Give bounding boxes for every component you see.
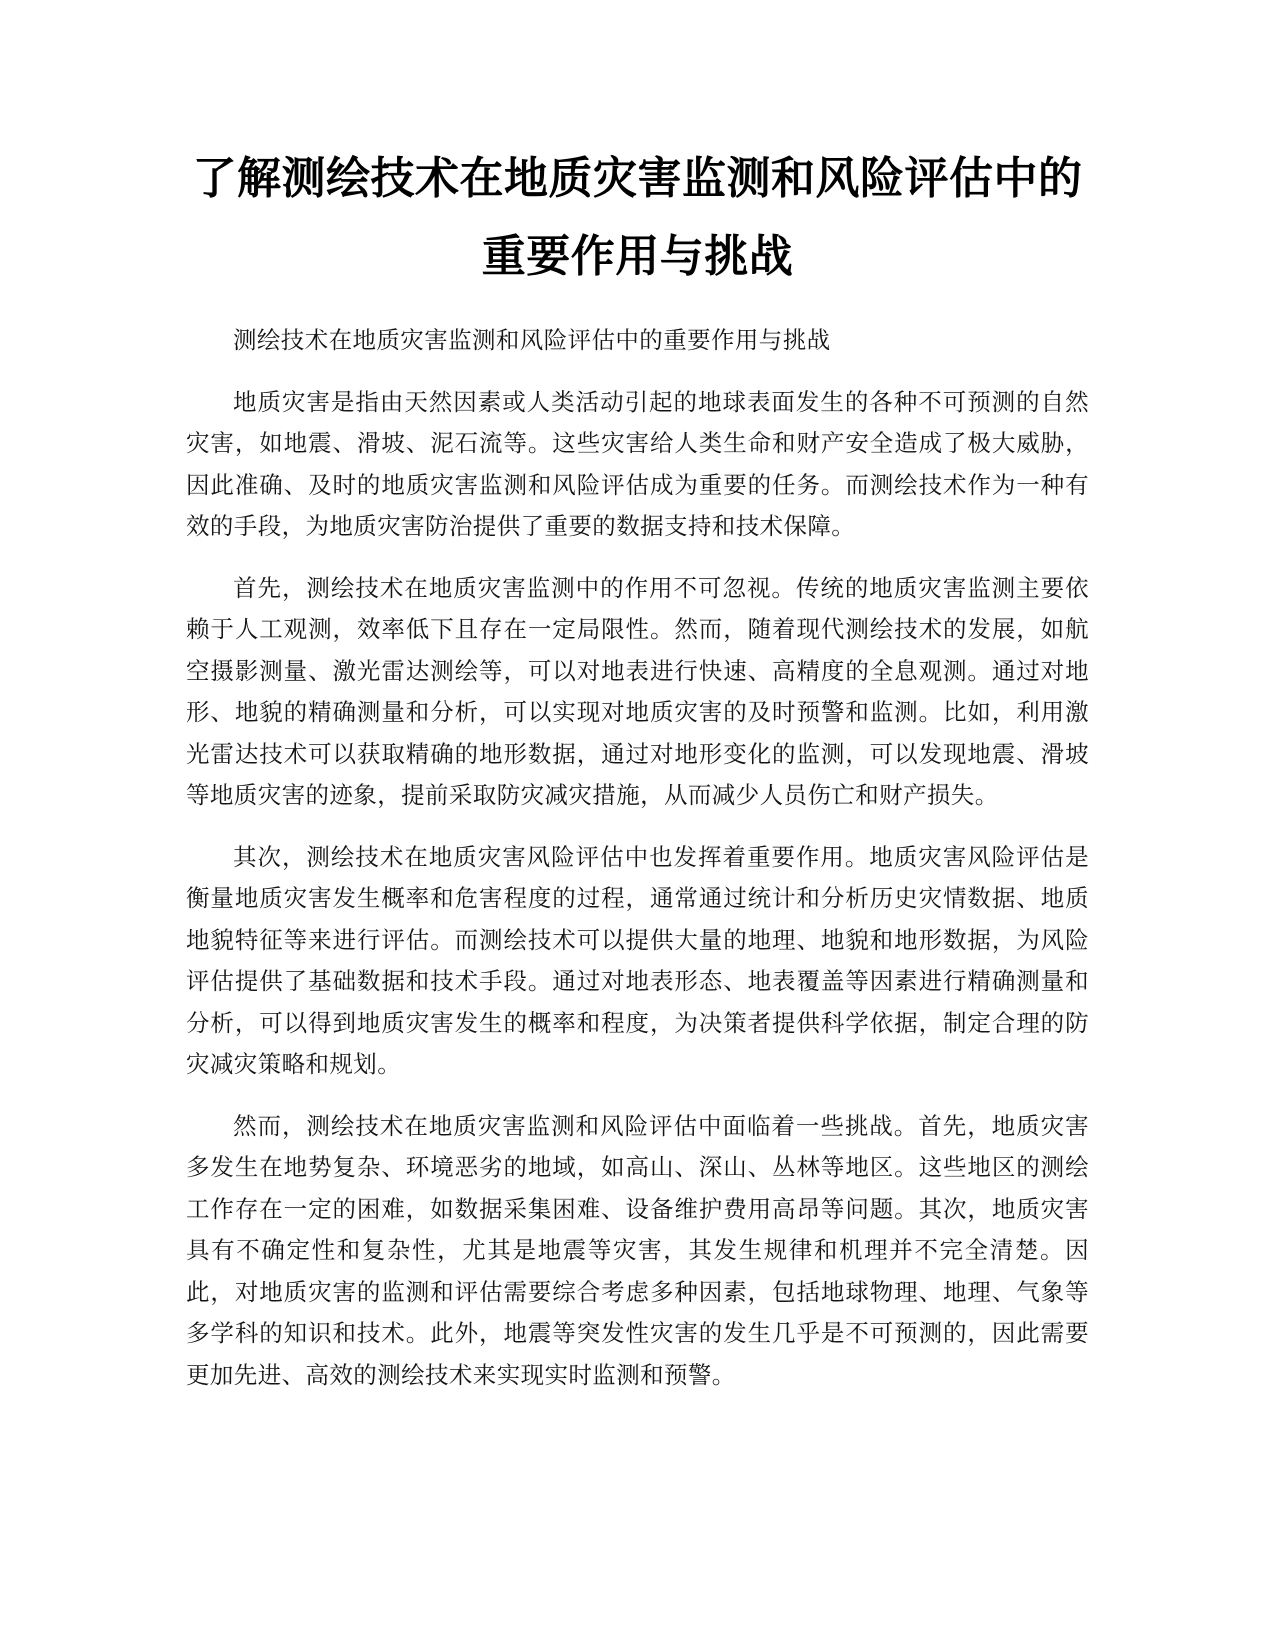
document-body <box>186 320 1089 1416</box>
document-title: 了解测绘技术在地质灾害监测和风险评估中的重要作用与挑战 <box>192 153 1083 282</box>
paragraph-monitoring: 首先，测绘技术在地质灾害监测中的作用不可忽视。传统的地质灾害监测主要依赖于人工观测，效率低下且存在一定局限性。然而，随着现代测绘技术的发展，如航空摄影测量、激光雷达测绘等，可以对地表进行快速、高精度的全息观测。通过对地形、地貌的精确测量和分析，可以实现对地质灾害的及时预警和监测。比如，利用激光雷达技术可以获取精确的地形数据，通过对地形变化的监测，可以发现地震、滑坡等地质灾害的迹象，提前采取防灾减灾措施，从而减少人员伤亡和财产损失。 <box>186 573 1089 809</box>
paragraph-risk-assessment: 其次，测绘技术在地质灾害风险评估中也发挥着重要作用。地质灾害风险评估是衡量地质灾害发生概率和危害程度的过程，通常通过统计和分析历史灾情数据、地质地貌特征等来进行评估。而测绘技术可以提供大量的地理、地貌和地形数据，为风险评估提供了基础数据和技术手段。通过对地表形态、地表覆盖等因素进行精确测量和分析，可以得到地质灾害发生的概率和程度，为决策者提供科学依据，制定合理的防灾减灾策略和规划。 <box>186 842 1089 1078</box>
paragraph-intro: 地质灾害是指由天然因素或人类活动引起的地球表面发生的各种不可预测的自然灾害，如地震、滑坡、泥石流等。这些灾害给人类生命和财产安全造成了极大威胁，因此准确、及时的地质灾害监测和风险评估成为重要的任务。而测绘技术作为一种有效的手段，为地质灾害防治提供了重要的数据支持和技术保障。 <box>186 387 1089 540</box>
document-subtitle: 测绘技术在地质灾害监测和风险评估中的重要作用与挑战 <box>233 326 831 354</box>
paragraph-challenges: 然而，测绘技术在地质灾害监测和风险评估中面临着一些挑战。首先，地质灾害多发生在地势复杂、环境恶劣的地域，如高山、深山、丛林等地区。这些地区的测绘工作存在一定的困难，如数据采集困难、设备维护费用高昂等问题。其次，地质灾害具有不确定性和复杂性，尤其是地震等灾害，其发生规律和机理并不完全清楚。因此，对地质灾害的监测和评估需要综合考虑多种因素，包括地球物理、地理、气象等多学科的知识和技术。此外，地震等突发性灾害的发生几乎是不可预测的，因此需要更加先进、高效的测绘技术来实现实时监测和预警。 <box>186 1111 1089 1389</box>
